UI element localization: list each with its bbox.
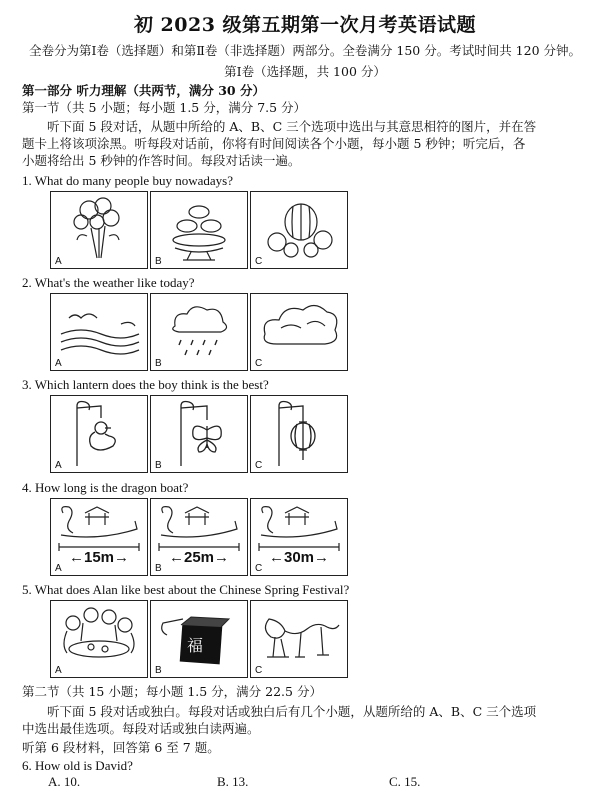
option-label: A — [55, 460, 62, 471]
option-c-fruit-image[interactable] — [250, 191, 348, 269]
round-lantern-icon — [251, 396, 347, 472]
option-label: B — [155, 358, 162, 369]
option-label: C — [255, 665, 263, 676]
option-c-dragon-boat-image[interactable] — [250, 498, 348, 576]
exam-intro: 全卷分为第Ⅰ卷（选择题）和第Ⅱ卷（非选择题）两部分。全卷满分 150 分。考试时间共 120 分钟。 — [28, 43, 582, 58]
flowers-icon — [51, 192, 147, 268]
question-5: 5. What does Alan like best about the Chinese Spring Festival? — [22, 582, 350, 597]
section1-heading: 第一节（共 5 小题；每小题 1.5 分，满分 7.5 分） — [22, 100, 307, 115]
wind-icon — [51, 294, 147, 370]
option-label: C — [255, 256, 263, 267]
option-b-dragon-boat-image[interactable] — [150, 498, 248, 576]
instruction-line: 听下面 5 段对话或独白。每段对话或独白后有几个小题，从题所给的 A、B、C 三个选项 — [47, 704, 537, 719]
boat-length: ←30m→ — [268, 549, 330, 566]
option-a-duck-lantern-image[interactable] — [50, 395, 148, 473]
instruction-line: 听下面 5 段对话，从题中所给的 A、B、C 三个选项中选出与其意思相符的图片，并在答 — [47, 119, 537, 134]
page-title: 初 2023 级第五期第一次月考英语试题 — [133, 14, 477, 36]
option-label: B — [155, 665, 162, 676]
option-b-fu-character-image[interactable] — [150, 600, 248, 678]
question-1-options — [50, 191, 348, 269]
question-3-options — [50, 395, 348, 473]
question-2-options — [50, 293, 348, 371]
part1-heading: 第一部分 听力理解（共两节，满分 30 分） — [22, 83, 265, 98]
option-b[interactable]: B. 13. — [217, 774, 249, 789]
option-a-family-dinner-image[interactable] — [50, 600, 148, 678]
option-b-mooncakes-image[interactable] — [150, 191, 248, 269]
option-label: B — [155, 460, 162, 471]
option-b-rainy-image[interactable] — [150, 293, 248, 371]
mooncakes-icon — [151, 192, 247, 268]
option-a[interactable]: A. 10. — [48, 774, 81, 789]
option-label: A — [55, 665, 62, 676]
boat-length: ←25m→ — [168, 549, 230, 566]
question-2: 2. What's the weather like today? — [22, 275, 195, 290]
option-c[interactable]: C. 15. — [389, 774, 421, 789]
butterfly-lantern-icon — [151, 396, 247, 472]
option-c-cloudy-image[interactable] — [250, 293, 348, 371]
question-5-options — [50, 600, 348, 678]
option-a-dragon-boat-image[interactable] — [50, 498, 148, 576]
material-note: 听第 6 段材料，回答第 6 至 7 题。 — [22, 740, 220, 755]
dragon-dance-icon — [251, 601, 347, 677]
option-label: A — [55, 563, 62, 574]
family-dinner-icon — [51, 601, 147, 677]
option-label: A — [55, 358, 62, 369]
duck-lantern-icon — [51, 396, 147, 472]
rain-cloud-icon — [151, 294, 247, 370]
question-4: 4. How long is the dragon boat? — [22, 480, 189, 495]
option-c-dragon-dance-image[interactable] — [250, 600, 348, 678]
option-label: B — [155, 563, 162, 574]
option-c-round-lantern-image[interactable] — [250, 395, 348, 473]
option-label: C — [255, 563, 263, 574]
option-label: B — [155, 256, 162, 267]
section2-heading: 第二节（共 15 小题；每小题 1.5 分，满分 22.5 分） — [22, 684, 322, 699]
instruction-line: 中选出最佳选项。每段对话或独白读两遍。 — [22, 721, 260, 736]
question-1: 1. What do many people buy nowadays? — [22, 173, 233, 188]
fu-character: 福 — [187, 636, 204, 655]
cloudy-icon — [251, 294, 347, 370]
fruit-icon — [251, 192, 347, 268]
option-b-butterfly-lantern-image[interactable] — [150, 395, 248, 473]
option-a-windy-image[interactable] — [50, 293, 148, 371]
question-6: 6. How old is David? — [22, 758, 133, 773]
instruction-line: 题卡上将该项涂黑。听每段对话前，你将有时间阅读各个小题，每小题 5 秒钟；听完后，各 — [22, 136, 526, 151]
option-a-flowers-image[interactable] — [50, 191, 148, 269]
option-label: C — [255, 460, 263, 471]
question-4-options — [50, 498, 348, 576]
volume-heading: 第Ⅰ卷（选择题，共 100 分） — [224, 64, 386, 79]
option-label: A — [55, 256, 62, 267]
instruction-line: 小题将给出 5 秒钟的作答时间。每段对话读一遍。 — [22, 153, 301, 168]
boat-length: ←15m→ — [68, 549, 130, 566]
option-label: C — [255, 358, 263, 369]
question-3: 3. Which lantern does the boy think is the best? — [22, 377, 269, 392]
